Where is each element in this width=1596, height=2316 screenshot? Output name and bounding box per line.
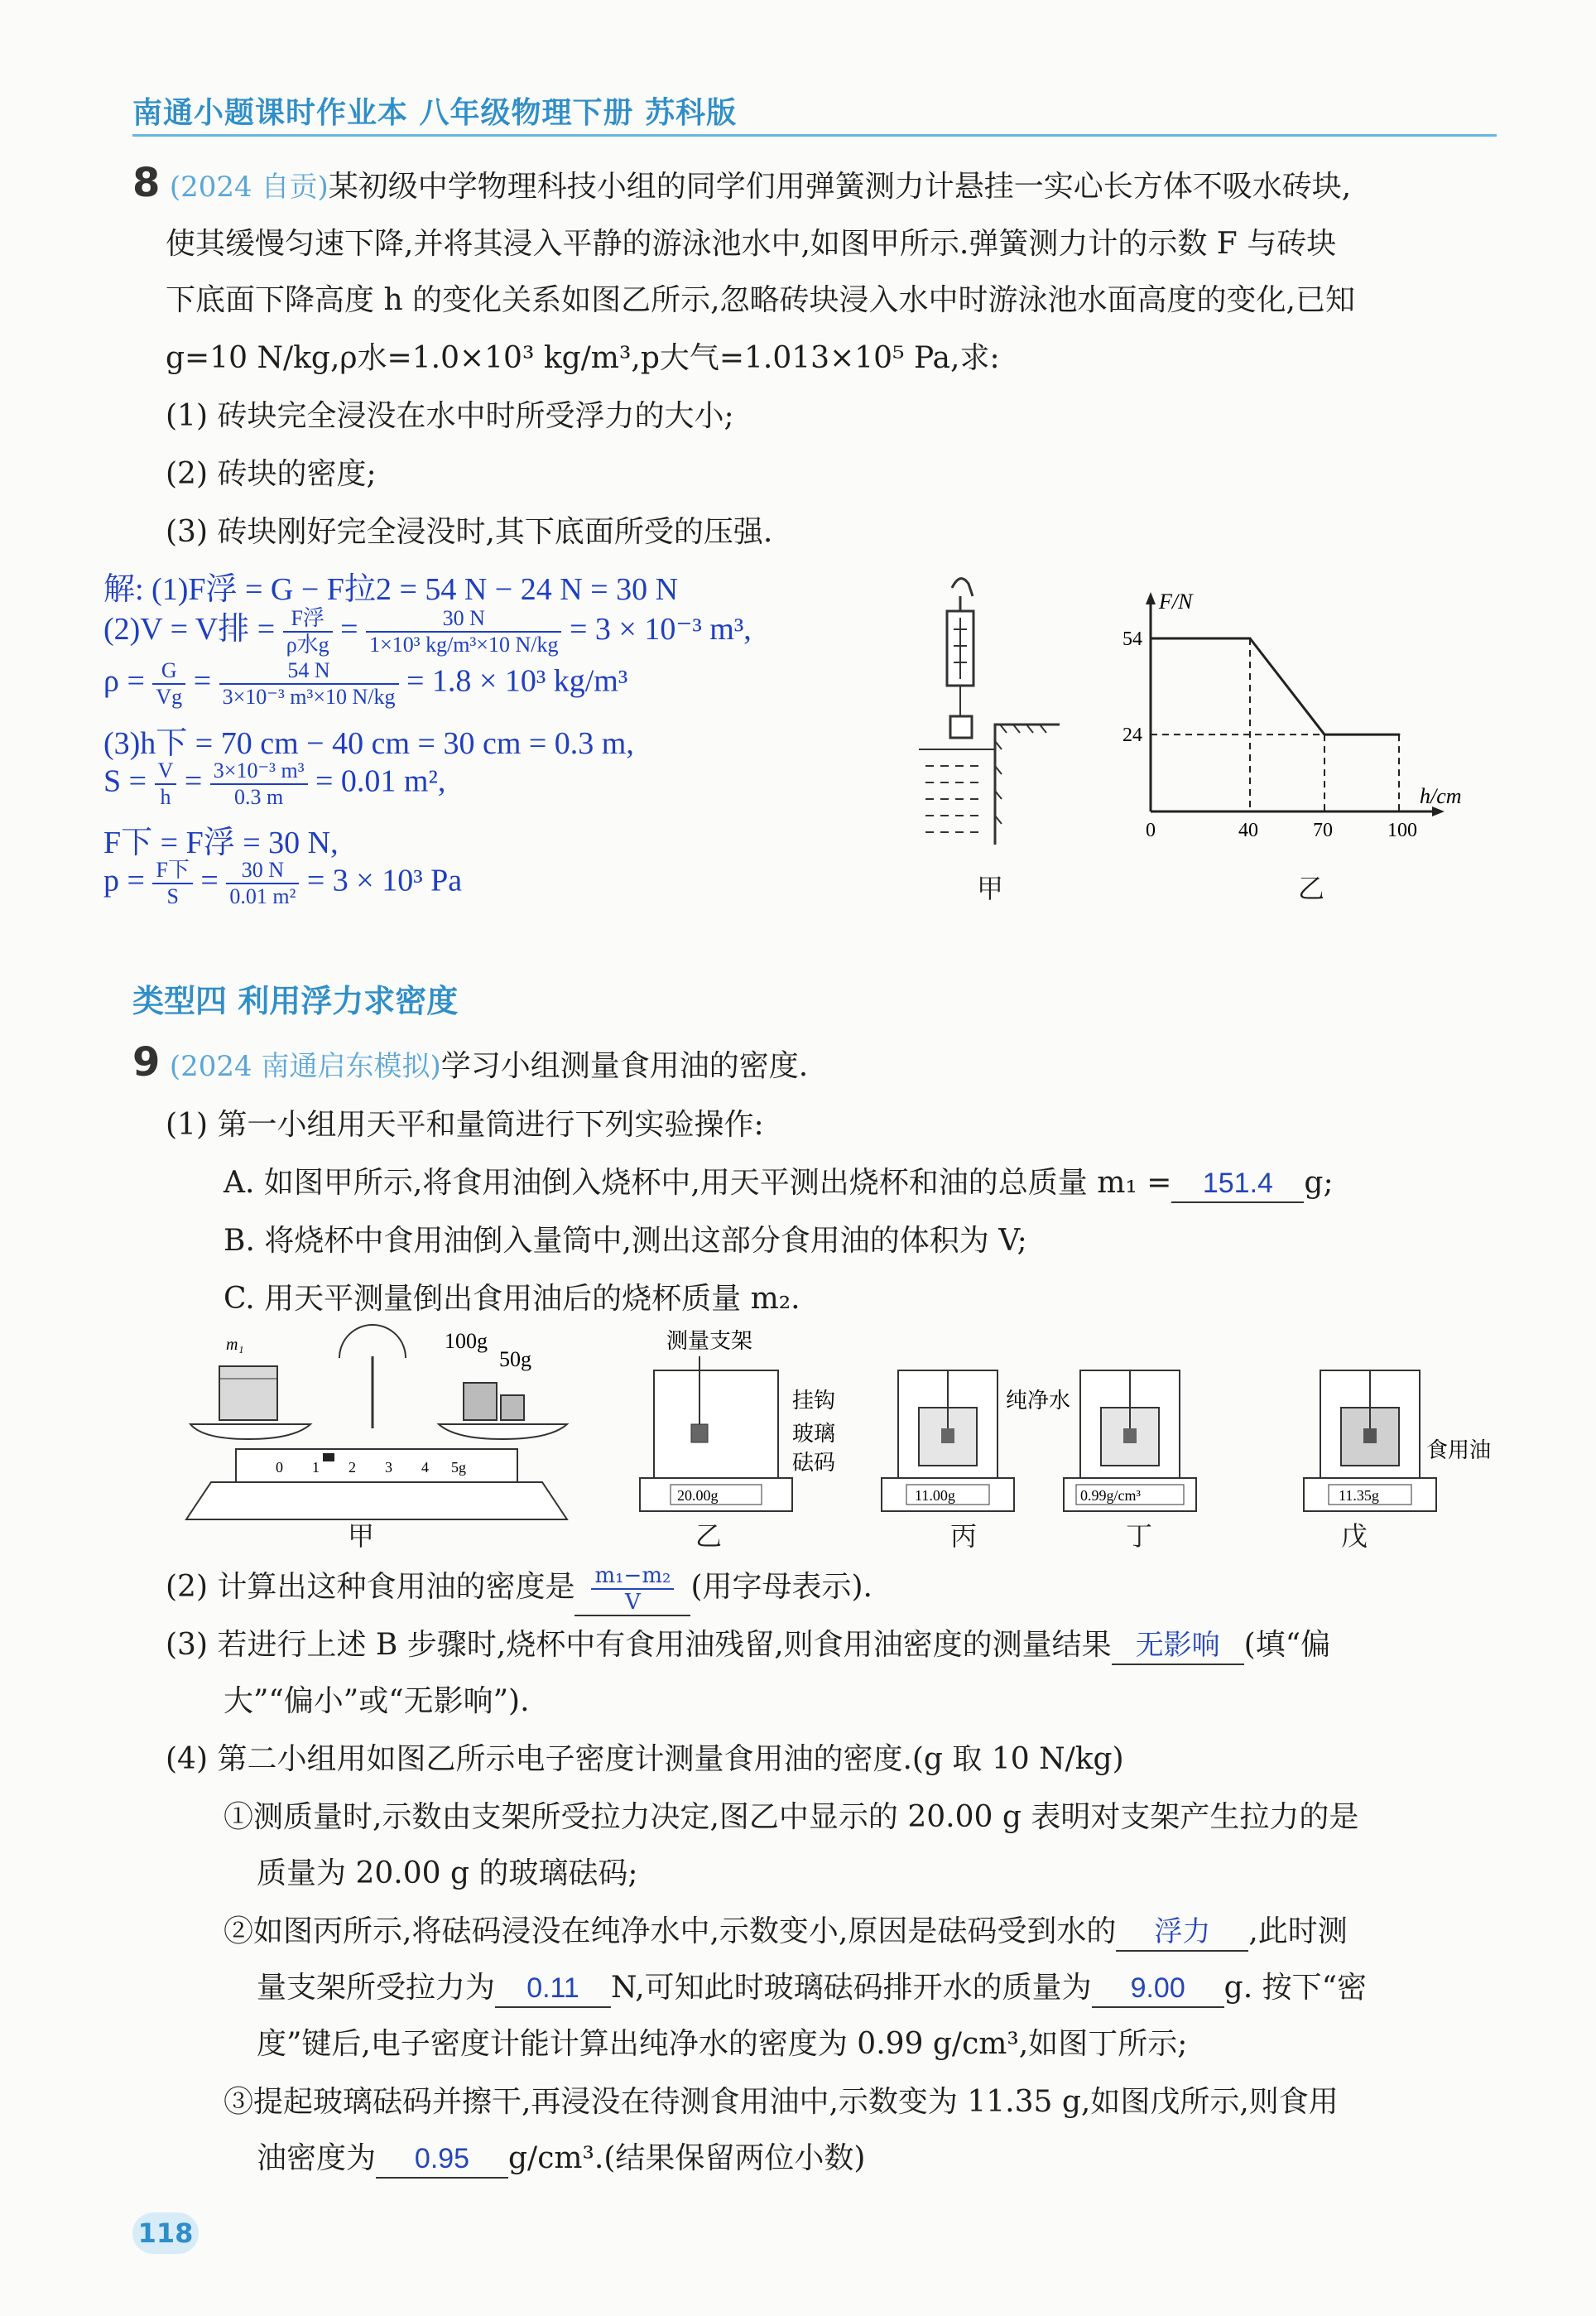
solution-line-4: (3)h下 = 70 cm − 40 cm = 30 cm = 0.3 m,	[103, 726, 634, 761]
chart-data-point	[1249, 637, 1252, 639]
force-height-chart	[1101, 590, 1462, 849]
svg-text:0.99g/cm³: 0.99g/cm³	[1080, 1487, 1141, 1504]
question-9-step-b: B. 将烧杯中食用油倒入量筒中,测出这部分食用油的体积为 V;	[224, 1224, 1027, 1258]
question-8-sub-1: (1) 砖块完全浸没在水中时所受浮力的大小;	[166, 399, 734, 433]
page-number: 118	[132, 2212, 199, 2254]
svg-text:4: 4	[421, 1459, 429, 1476]
question-9-number: 9	[132, 1039, 161, 1086]
chart-y-tick-label: 54	[1122, 628, 1142, 650]
answer-oil-density: 0.95	[414, 2143, 470, 2174]
caption-bing: 丙	[950, 1520, 978, 1552]
svg-text:m₁: m₁	[226, 1336, 244, 1354]
svg-text:1: 1	[312, 1459, 320, 1476]
svg-text:5g: 5g	[451, 1459, 466, 1476]
svg-text:食用油: 食用油	[1426, 1438, 1492, 1462]
svg-text:0: 0	[276, 1459, 283, 1476]
svg-text:测量支架: 测量支架	[666, 1329, 753, 1353]
svg-text:砝码: 砝码	[792, 1451, 836, 1475]
question-9-part-3-cont: 大”“偏小”或“无影响”).	[224, 1684, 530, 1718]
question-8-line-1	[132, 156, 1351, 214]
chart-y-arrow	[1146, 592, 1156, 604]
caption-wu: 戊	[1341, 1520, 1368, 1552]
book-header-title: 南通小题课时作业本 八年级物理下册 苏科版	[132, 96, 738, 130]
chart-data-point	[1398, 734, 1401, 736]
chart-data-point	[1150, 637, 1152, 639]
figure-8-caption-jia: 甲	[977, 873, 1004, 904]
solution-line-5: S = $\frac{V}{h}$ = $\frac{\text{3×10⁻³ m³}}{0.3 m}$ = 0.01 m²,	[103, 758, 446, 809]
density-meter-wu	[1287, 1333, 1544, 1548]
answer-density-formula-numerator: m₁−m₂	[591, 1563, 674, 1590]
density-meter-bing	[882, 1370, 1070, 1511]
question-8-text-1: 某初级中学物理科技小组的同学们用弹簧测力计悬挂一实心长方体不吸水砖块,	[328, 170, 1352, 204]
answer-m1: 151.4	[1202, 1168, 1273, 1199]
question-8-sub-2: (2) 砖块的密度;	[166, 457, 377, 491]
svg-text:11.35g: 11.35g	[1339, 1487, 1379, 1504]
question-9-part-4: (4) 第二小组用如图乙所示电子密度计测量食用油的密度.(g 取 10 N/kg)	[166, 1742, 1124, 1776]
question-8-number: 8	[132, 160, 161, 206]
question-8-source: (2024 自贡)	[169, 171, 329, 204]
question-9-part-4-step2b: 量支架所受拉力为 0.11 N,可知此时玻璃砝码排开水的质量为 9.00 g. 按下“密	[257, 1961, 1367, 2015]
question-9-part-4-step2c: 度”键后,电子密度计能计算出纯净水的密度为 0.99 g/cm³,如图丁所示;	[257, 2027, 1188, 2061]
answer-pull-force: 0.11	[526, 1972, 579, 2004]
answer-density-formula-denominator: V	[625, 1590, 641, 1615]
question-9-step-c: C. 用天平测量倒出食用油后的烧杯质量 m₂.	[224, 1282, 800, 1316]
density-meter-yi	[640, 1329, 835, 1511]
balance-figure	[186, 1325, 567, 1519]
question-9-part-4-step3b: 油密度为 0.95 g/cm³.(结果保留两位小数)	[257, 2131, 865, 2186]
density-meter-ding	[1064, 1370, 1196, 1511]
solution-line-2: (2)V = V排 = $\frac{\text{F浮}}{\text{ρ水g}}$ = $\frac{30 N}{\text{1×10³ kg/m³×10 N/kg}}$ = 3 × 10⁻³ m³,	[103, 606, 752, 657]
svg-text:挂钩: 挂钩	[792, 1389, 836, 1413]
solution-line-3: ρ = $\frac{G}{Vg}$ = $\frac{54 N}{\text{3×10⁻³ m³×10 N/kg}}$ = 1.8 × 10³ kg/m³	[103, 658, 628, 709]
chart-x-tick-label: 0	[1146, 820, 1156, 841]
svg-text:11.00g: 11.00g	[915, 1487, 955, 1504]
answer-no-effect: 无影响	[1135, 1630, 1220, 1661]
svg-text:玻璃: 玻璃	[792, 1422, 836, 1446]
chart-x-axis-label: h/cm	[1420, 784, 1462, 808]
svg-text:纯净水: 纯净水	[1006, 1389, 1071, 1413]
question-9-source: (2024 南通启东模拟)	[169, 1050, 441, 1083]
caption-yi: 乙	[695, 1520, 723, 1552]
question-9-step-a: A. 如图甲所示,将食用油倒入烧杯中,用天平测出烧杯和油的总质量 m₁ = 151.4 g;	[224, 1156, 1334, 1211]
question-9-part-4-step1a: ①测质量时,示数由支架所受拉力决定,图乙中显示的 20.00 g 表明对支架产生拉力的是	[224, 1800, 1359, 1834]
question-9-part-4-step1b: 质量为 20.00 g 的玻璃砝码;	[257, 1856, 638, 1890]
svg-text:50g: 50g	[499, 1347, 531, 1371]
svg-text:100g: 100g	[445, 1329, 488, 1353]
chart-data-point	[1324, 734, 1326, 736]
question-9-part-4-step3a: ③提起玻璃砝码并擦干,再浸没在待测食用油中,示数变为 11.35 g,如图戊所示,则食用	[224, 2085, 1339, 2119]
chart-series-line	[1151, 638, 1399, 734]
answer-displaced-mass: 9.00	[1130, 1972, 1185, 2004]
chart-x-tick-label: 40	[1238, 820, 1258, 841]
caption-ding: 丁	[1126, 1520, 1153, 1552]
chart-x-tick-label: 100	[1387, 820, 1417, 841]
solution-line-6: F下 = F浮 = 30 N,	[103, 826, 339, 860]
chart-x-tick-label: 70	[1313, 820, 1333, 841]
chart-y-tick-label: 24	[1122, 725, 1142, 747]
question-8-line-2: 使其缓慢匀速下降,并将其浸入平静的游泳池水中,如图甲所示.弹簧测力计的示数 F 与砖块	[166, 227, 1337, 261]
question-8-line-4: g=10 N/kg,ρ水=1.0×10³ kg/m³,p大气=1.013×10⁵ Pa,求:	[166, 341, 1000, 375]
question-9-line-1: 9 (2024 南通启东模拟)学习小组测量食用油的密度.	[132, 1039, 809, 1086]
header-divider	[132, 134, 1497, 137]
question-9-part-3: (3) 若进行上述 B 步骤时,烧杯中有食用油残留,则食用油密度的测量结果 无影响 (填“偏	[166, 1618, 1330, 1673]
solution-line-1: 解: (1)F浮 = G − F拉2 = 54 N − 24 N = 30 N	[103, 572, 679, 607]
question-9-part-4-step2a: ②如图丙所示,将砝码浸没在纯净水中,示数变小,原因是砝码受到水的 浮力 ,此时测	[224, 1904, 1348, 1959]
svg-text:3: 3	[385, 1459, 392, 1476]
question-9-part-2: (2) 计算出这种食用油的密度是 $\frac{\text{m₁−m₂}}{V}$ (用字母表示).	[166, 1563, 873, 1615]
figure-8-caption-yi: 乙	[1298, 873, 1325, 904]
section-heading: 类型四 利用浮力求密度	[132, 983, 459, 1019]
svg-text:2: 2	[349, 1459, 356, 1476]
figure-spring-scale-pool	[902, 563, 1068, 845]
caption-jia: 甲	[348, 1520, 375, 1552]
svg-text:20.00g: 20.00g	[677, 1487, 719, 1504]
question-9-part-1: (1) 第一小组用天平和量筒进行下列实验操作:	[166, 1108, 764, 1142]
chart-y-axis-label: F/N	[1159, 590, 1193, 614]
question-8-line-3: 下底面下降高度 h 的变化关系如图乙所示,忽略砖块浸入水中时游泳池水面高度的变化,已知	[166, 283, 1355, 317]
answer-buoyancy: 浮力	[1154, 1916, 1211, 1948]
question-8-sub-3: (3) 砖块刚好完全浸没时,其下底面所受的压强.	[166, 515, 773, 549]
solution-line-7: p = $\frac{\text{F下}}{S}$ = $\frac{30 N}{\text{0.01 m²}}$ = 3 × 10³ Pa	[103, 858, 463, 908]
